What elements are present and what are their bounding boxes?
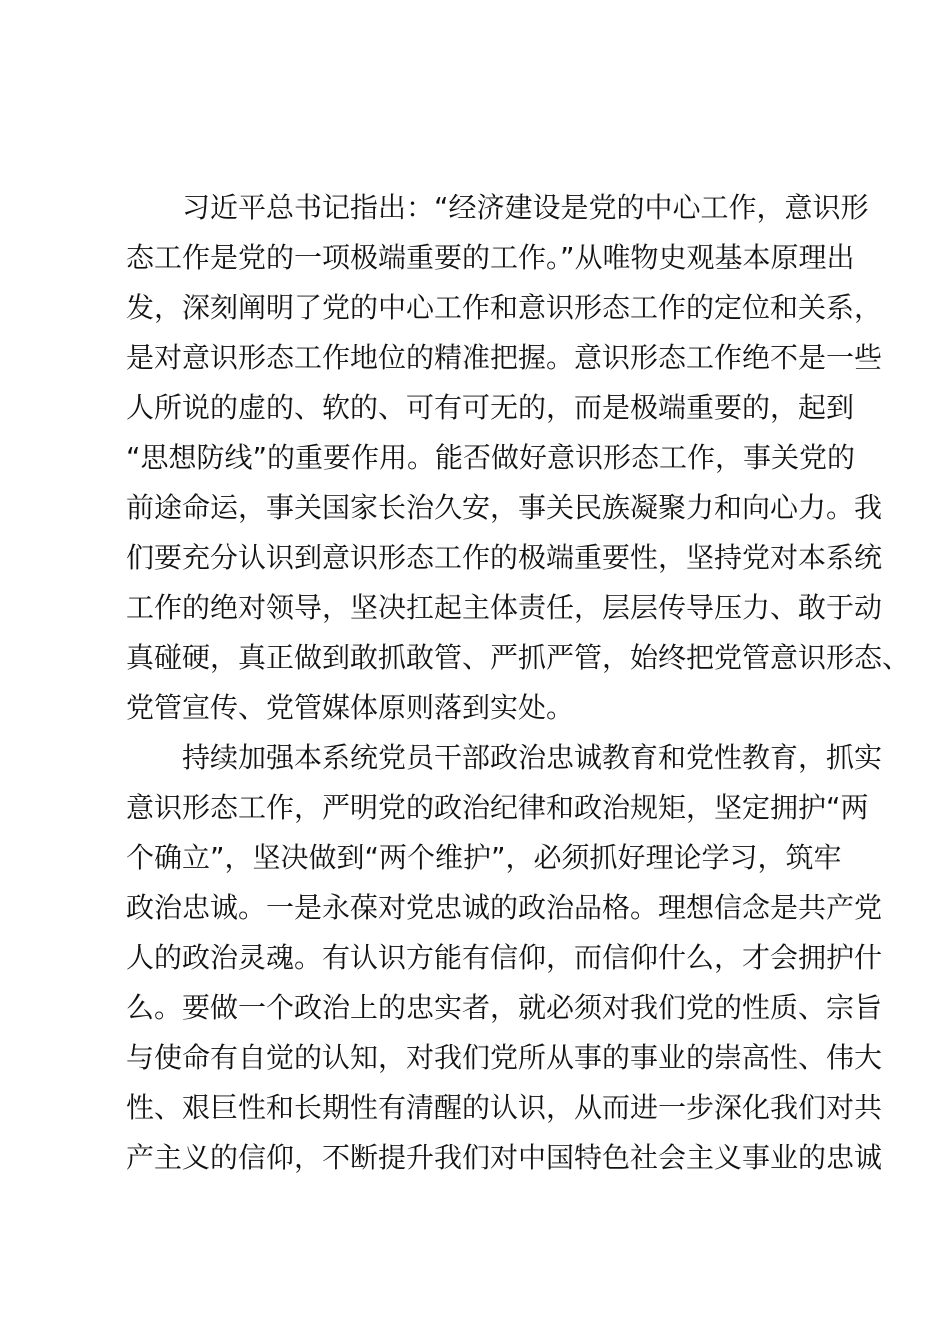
document-body xyxy=(126,183,911,1183)
paragraph-line: 真碰硬，真正做到敢抓敢管、严抓严管，始终把党管意识形态、 xyxy=(126,641,911,674)
paragraph-line: 与使命有自觉的认知，对我们党所从事的事业的崇高性、伟大 xyxy=(126,1041,883,1074)
paragraph-line: 意识形态工作，严明党的政治纪律和政治规矩，坚定拥护“两 xyxy=(126,791,869,824)
paragraph-line: 么。要做一个政治上的忠实者，就必须对我们党的性质、宗旨 xyxy=(126,991,883,1024)
paragraph-2 xyxy=(126,733,883,1183)
paragraph-line: 人的政治灵魂。有认识方能有信仰，而信仰什么，才会拥护什 xyxy=(126,941,883,974)
paragraph-line: 发，深刻阐明了党的中心工作和意识形态工作的定位和关系， xyxy=(126,291,883,324)
paragraph-line: 人所说的虚的、软的、可有可无的，而是极端重要的，起到 xyxy=(126,391,855,424)
paragraph-line: 持续加强本系统党员干部政治忠诚教育和党性教育，抓实 xyxy=(182,741,883,774)
paragraph-line: 态工作是党的一项极端重要的工作。”从唯物史观基本原理出 xyxy=(126,241,855,274)
paragraph-line: “思想防线”的重要作用。能否做好意识形态工作，事关党的 xyxy=(126,441,856,474)
paragraph-line: 个确立”，坚决做到“两个维护”，必须抓好理论学习，筑牢 xyxy=(126,841,842,874)
paragraph-line: 政治忠诚。一是永葆对党忠诚的政治品格。理想信念是共产党 xyxy=(126,891,883,924)
paragraph-line: 习近平总书记指出：“经济建设是党的中心工作，意识形 xyxy=(182,191,869,224)
paragraph-line: 性、艰巨性和长期性有清醒的认识，从而进一步深化我们对共 xyxy=(126,1091,883,1124)
paragraph-line: 党管宣传、党管媒体原则落到实处。 xyxy=(126,691,575,724)
paragraph-line: 是对意识形态工作地位的精准把握。意识形态工作绝不是一些 xyxy=(126,341,883,374)
paragraph-line: 产主义的信仰，不断提升我们对中国特色社会主义事业的忠诚 xyxy=(126,1141,883,1174)
paragraph-line: 前途命运，事关国家长治久安，事关民族凝聚力和向心力。我 xyxy=(126,491,883,524)
paragraph-line: 们要充分认识到意识形态工作的极端重要性，坚持党对本系统 xyxy=(126,541,883,574)
paragraph-1 xyxy=(126,183,911,733)
paragraph-line: 工作的绝对领导，坚决扛起主体责任，层层传导压力、敢于动 xyxy=(126,591,883,624)
